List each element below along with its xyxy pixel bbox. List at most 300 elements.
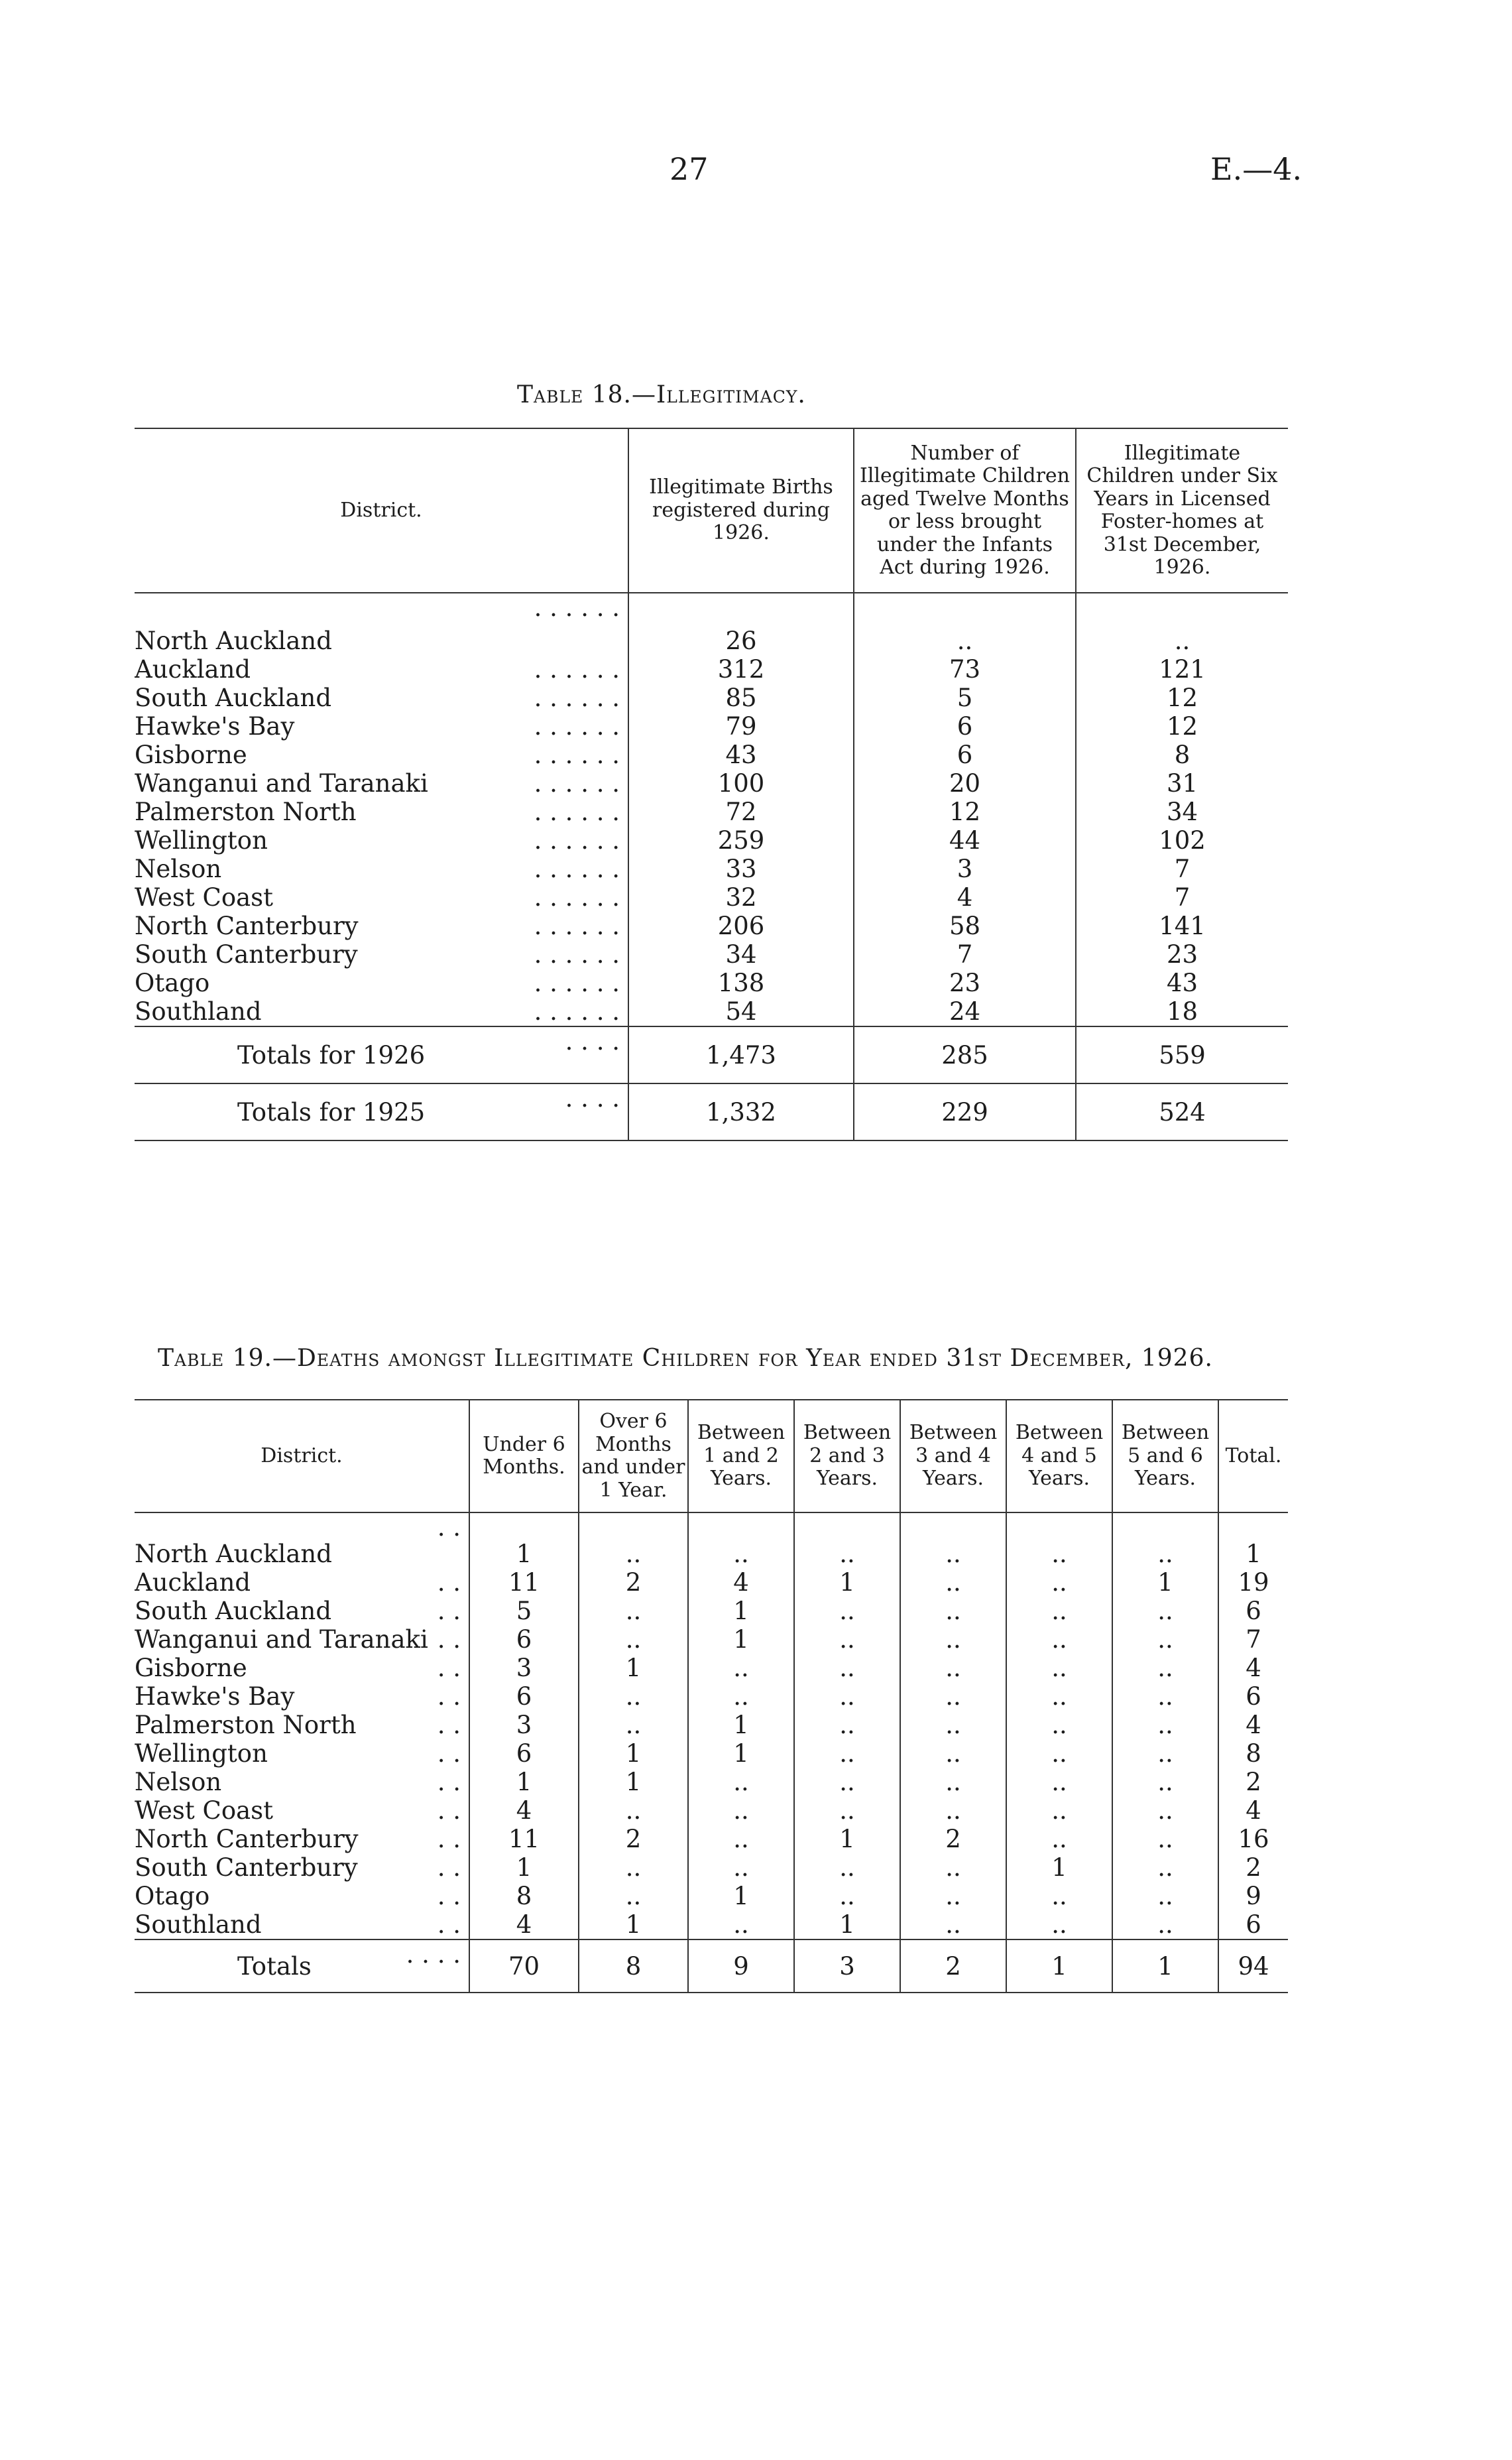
6-to-12-months-cell: 1 <box>579 1654 688 1682</box>
district-cell <box>135 1568 469 1597</box>
foster-homes-cell: 141 <box>1076 912 1288 940</box>
2-to-3-years-cell: 1 <box>794 1568 900 1597</box>
table19-header-2-to-3-years: Between 2 and 3 Years. <box>794 1400 900 1512</box>
infants-act-cell: 24 <box>854 997 1076 1026</box>
infants-act-cell: 3 <box>854 855 1076 883</box>
leader-dots: . . <box>437 1597 461 1625</box>
table19-row <box>135 1910 1288 1939</box>
district-name: Palmerston North <box>135 1711 357 1739</box>
3-to-4-years-cell: 2 <box>900 1825 1006 1853</box>
table18-row <box>135 769 1288 798</box>
table18-row <box>135 741 1288 769</box>
district-name: Southland <box>135 997 262 1026</box>
table19-row <box>135 1853 1288 1882</box>
district-cell <box>135 1739 469 1768</box>
leader-dots: . . . . . . <box>534 997 620 1026</box>
table19-header-total: Total. <box>1218 1400 1288 1512</box>
births-cell: 43 <box>628 741 854 769</box>
births-cell: 312 <box>628 655 854 684</box>
leader-dots: . . . . . . <box>534 969 620 997</box>
district-name: North Canterbury <box>135 912 359 940</box>
table19-row <box>135 1711 1288 1739</box>
leader-dots: . . . . . . <box>534 940 620 969</box>
6-to-12-months-cell: 2 <box>579 1568 688 1597</box>
district-cell <box>135 912 628 940</box>
4-to-5-years-cell: .. <box>1006 1625 1112 1654</box>
3-to-4-years-cell: .. <box>900 1512 1006 1568</box>
table18-row <box>135 912 1288 940</box>
5-to-6-years-cell: 1 <box>1112 1568 1218 1597</box>
1-to-2-years-cell: .. <box>688 1512 794 1568</box>
foster-homes-cell: 121 <box>1076 655 1288 684</box>
4-to-5-years-cell: 1 <box>1006 1853 1112 1882</box>
5-to-6-years-cell: .. <box>1112 1910 1218 1939</box>
4-to-5-years-cell: .. <box>1006 1711 1112 1739</box>
district-name: Otago <box>135 969 210 997</box>
births-cell: 34 <box>628 940 854 969</box>
foster-homes-cell: 8 <box>1076 741 1288 769</box>
table18-totals-row <box>135 1026 1288 1083</box>
under-6-months-cell: 3 <box>469 1654 579 1682</box>
foster-homes-cell: 7 <box>1076 883 1288 912</box>
6-to-12-months-cell: 1 <box>579 1739 688 1768</box>
totals-label: Totals <box>237 1951 312 1981</box>
district-cell <box>135 1512 469 1568</box>
under-6-months-cell: 1 <box>469 1768 579 1796</box>
leader-dots: . . . . . . <box>534 912 620 940</box>
births-cell: 138 <box>628 969 854 997</box>
table19-row <box>135 1625 1288 1654</box>
district-cell <box>135 1597 469 1625</box>
3-to-4-years-cell: .. <box>900 1711 1006 1739</box>
infants-act-cell: 5 <box>854 684 1076 712</box>
table18-header-row <box>135 428 1288 593</box>
district-name: Hawke's Bay <box>135 1682 295 1711</box>
births-cell: 259 <box>628 826 854 855</box>
leader-dots: . . . . . . <box>534 769 620 798</box>
2-to-3-years-cell: .. <box>794 1512 900 1568</box>
table18-title-prefix: Table 18. <box>517 381 632 408</box>
total-cell: 4 <box>1218 1796 1288 1825</box>
3-to-4-years-cell: .. <box>900 1654 1006 1682</box>
under-6-months-cell: 4 <box>469 1796 579 1825</box>
district-cell <box>135 855 628 883</box>
5-to-6-years-total-cell: 1 <box>1112 1939 1218 1993</box>
district-name: Gisborne <box>135 1654 247 1682</box>
table18-illegitimacy <box>135 428 1288 1141</box>
6-to-12-months-cell: .. <box>579 1597 688 1625</box>
leader-dots: . . . . <box>565 1027 620 1056</box>
total-cell: 4 <box>1218 1654 1288 1682</box>
4-to-5-years-cell: .. <box>1006 1568 1112 1597</box>
births-cell: 33 <box>628 855 854 883</box>
table19-row <box>135 1796 1288 1825</box>
table18-title-name: Illegitimacy. <box>656 381 806 408</box>
3-to-4-years-cell: .. <box>900 1882 1006 1910</box>
table19-header-4-to-5-years: Between 4 and 5 Years. <box>1006 1400 1112 1512</box>
district-name: Nelson <box>135 1768 222 1796</box>
3-to-4-years-cell: .. <box>900 1625 1006 1654</box>
under-6-months-cell: 11 <box>469 1568 579 1597</box>
leader-dots: . . <box>437 1711 461 1739</box>
2-to-3-years-cell: .. <box>794 1768 900 1796</box>
district-name: Wanganui and Taranaki <box>135 1625 428 1654</box>
table19-row <box>135 1654 1288 1682</box>
total-cell: 2 <box>1218 1768 1288 1796</box>
table18-header-infants-act: Number of Illegitimate Children aged Twelve Months or less brought under the Infants Act during 1926. <box>854 428 1076 593</box>
foster-homes-cell: .. <box>1076 593 1288 655</box>
table18-row <box>135 684 1288 712</box>
table19-title-name: Deaths amongst Illegitimate Children for Year ended 31st December, 1926. <box>296 1345 1213 1372</box>
under-6-months-cell: 3 <box>469 1711 579 1739</box>
5-to-6-years-cell: .. <box>1112 1512 1218 1568</box>
district-cell <box>135 1654 469 1682</box>
foster-homes-cell: 43 <box>1076 969 1288 997</box>
under-6-months-cell: 6 <box>469 1739 579 1768</box>
1-to-2-years-cell: .. <box>688 1654 794 1682</box>
table19-row <box>135 1825 1288 1853</box>
5-to-6-years-cell: .. <box>1112 1796 1218 1825</box>
table18-row <box>135 593 1288 655</box>
district-cell <box>135 1825 469 1853</box>
births-cell: 26 <box>628 593 854 655</box>
district-name: South Auckland <box>135 1597 332 1625</box>
table19-row <box>135 1597 1288 1625</box>
table18-row <box>135 826 1288 855</box>
table18-header-district: District. <box>135 428 628 593</box>
5-to-6-years-cell: .. <box>1112 1739 1218 1768</box>
table18-header-births: Illegitimate Births registered during 1926. <box>628 428 854 593</box>
district-name: Auckland <box>135 1568 251 1597</box>
totals-label-cell <box>135 1939 469 1993</box>
4-to-5-years-cell: .. <box>1006 1825 1112 1853</box>
leader-dots: . . . . . . <box>534 855 620 883</box>
leader-dots: . . <box>437 1825 461 1853</box>
1-to-2-years-cell: .. <box>688 1853 794 1882</box>
infants-act-cell: 12 <box>854 798 1076 826</box>
3-to-4-years-cell: .. <box>900 1910 1006 1939</box>
births-cell: 32 <box>628 883 854 912</box>
table18-row <box>135 883 1288 912</box>
total-total-cell: 94 <box>1218 1939 1288 1993</box>
6-to-12-months-cell: .. <box>579 1682 688 1711</box>
total-cell: 7 <box>1218 1625 1288 1654</box>
births-cell: 79 <box>628 712 854 741</box>
births-cell: 85 <box>628 684 854 712</box>
district-name: Wanganui and Taranaki <box>135 769 428 798</box>
total-cell: 2 <box>1218 1853 1288 1882</box>
leader-dots: . . . . . . <box>534 684 620 712</box>
infants-act-cell: 73 <box>854 655 1076 684</box>
table18-totals-row <box>135 1083 1288 1140</box>
table19-row <box>135 1739 1288 1768</box>
leader-dots: . . <box>437 1739 461 1768</box>
district-name: West Coast <box>135 1796 274 1825</box>
2-to-3-years-cell: .. <box>794 1597 900 1625</box>
4-to-5-years-cell: .. <box>1006 1882 1112 1910</box>
infants-act-total-cell: 229 <box>854 1083 1076 1140</box>
under-6-months-cell: 6 <box>469 1625 579 1654</box>
district-cell <box>135 655 628 684</box>
table18-row <box>135 655 1288 684</box>
district-name: Gisborne <box>135 741 247 769</box>
table19-header-1-to-2-years: Between 1 and 2 Years. <box>688 1400 794 1512</box>
5-to-6-years-cell: .. <box>1112 1625 1218 1654</box>
5-to-6-years-cell: .. <box>1112 1882 1218 1910</box>
foster-homes-cell: 12 <box>1076 684 1288 712</box>
table19-header-3-to-4-years: Between 3 and 4 Years. <box>900 1400 1006 1512</box>
foster-homes-cell: 102 <box>1076 826 1288 855</box>
total-cell: 16 <box>1218 1825 1288 1853</box>
infants-act-cell: 58 <box>854 912 1076 940</box>
table18-row <box>135 798 1288 826</box>
3-to-4-years-cell: .. <box>900 1597 1006 1625</box>
district-cell <box>135 593 628 655</box>
4-to-5-years-cell: .. <box>1006 1597 1112 1625</box>
infants-act-cell: 7 <box>854 940 1076 969</box>
infants-act-cell: 6 <box>854 712 1076 741</box>
leader-dots: . . . . . . <box>534 655 620 684</box>
district-name: North Canterbury <box>135 1825 359 1853</box>
table19-deaths <box>135 1399 1288 1993</box>
under-6-months-cell: 6 <box>469 1682 579 1711</box>
table19-row <box>135 1682 1288 1711</box>
1-to-2-years-cell: 1 <box>688 1882 794 1910</box>
document-reference: E.—4. <box>1210 151 1303 187</box>
1-to-2-years-cell: .. <box>688 1825 794 1853</box>
5-to-6-years-cell: .. <box>1112 1654 1218 1682</box>
births-total-cell: 1,473 <box>628 1026 854 1083</box>
1-to-2-years-cell: 4 <box>688 1568 794 1597</box>
table19-row <box>135 1568 1288 1597</box>
total-cell: 6 <box>1218 1682 1288 1711</box>
6-to-12-months-cell: 1 <box>579 1768 688 1796</box>
6-to-12-months-cell: .. <box>579 1882 688 1910</box>
3-to-4-years-cell: .. <box>900 1568 1006 1597</box>
under-6-months-total-cell: 70 <box>469 1939 579 1993</box>
2-to-3-years-total-cell: 3 <box>794 1939 900 1993</box>
district-name: Otago <box>135 1882 210 1910</box>
table19-header-row <box>135 1400 1288 1512</box>
leader-dots: . . . . . . <box>534 826 620 855</box>
1-to-2-years-cell: 1 <box>688 1597 794 1625</box>
table19-header-6-to-12-months: Over 6 Months and under 1 Year. <box>579 1400 688 1512</box>
leader-dots: . . <box>437 1910 461 1939</box>
foster-homes-cell: 18 <box>1076 997 1288 1026</box>
table19-title-prefix: Table 19. <box>158 1345 272 1372</box>
table18-header-foster-homes: Illegitimate Children under Six Years in Licensed Foster-homes at 31st December, 1926. <box>1076 428 1288 593</box>
district-cell <box>135 1711 469 1739</box>
table19-header-5-to-6-years: Between 5 and 6 Years. <box>1112 1400 1218 1512</box>
3-to-4-years-cell: .. <box>900 1796 1006 1825</box>
table19-header-district: District. <box>135 1400 469 1512</box>
totals-label-cell <box>135 1083 628 1140</box>
leader-dots: . . . . . . <box>534 798 620 826</box>
table19-body <box>135 1512 1288 1993</box>
district-cell <box>135 940 628 969</box>
1-to-2-years-cell: .. <box>688 1796 794 1825</box>
district-cell <box>135 769 628 798</box>
under-6-months-cell: 8 <box>469 1882 579 1910</box>
infants-act-cell: 6 <box>854 741 1076 769</box>
5-to-6-years-cell: .. <box>1112 1597 1218 1625</box>
6-to-12-months-cell: 2 <box>579 1825 688 1853</box>
district-cell <box>135 1682 469 1711</box>
district-cell <box>135 1882 469 1910</box>
leader-dots: . . <box>437 1568 461 1597</box>
2-to-3-years-cell: .. <box>794 1711 900 1739</box>
4-to-5-years-cell: .. <box>1006 1739 1112 1768</box>
foster-homes-total-cell: 559 <box>1076 1026 1288 1083</box>
infants-act-cell: 4 <box>854 883 1076 912</box>
district-cell <box>135 1796 469 1825</box>
district-cell <box>135 826 628 855</box>
4-to-5-years-cell: .. <box>1006 1512 1112 1568</box>
under-6-months-cell: 5 <box>469 1597 579 1625</box>
4-to-5-years-cell: .. <box>1006 1910 1112 1939</box>
leader-dots: . . . . . . <box>534 712 620 741</box>
district-name: Southland <box>135 1910 262 1939</box>
births-total-cell: 1,332 <box>628 1083 854 1140</box>
3-to-4-years-cell: .. <box>900 1739 1006 1768</box>
district-cell <box>135 1910 469 1939</box>
1-to-2-years-cell: 1 <box>688 1625 794 1654</box>
table19-title-dash: — <box>272 1345 297 1372</box>
infants-act-cell: 20 <box>854 769 1076 798</box>
table18-row <box>135 855 1288 883</box>
5-to-6-years-cell: .. <box>1112 1768 1218 1796</box>
table19-row <box>135 1512 1288 1568</box>
district-name: Wellington <box>135 1739 268 1768</box>
births-cell: 100 <box>628 769 854 798</box>
2-to-3-years-cell: 1 <box>794 1825 900 1853</box>
totals-label: Totals for 1926 <box>237 1040 426 1070</box>
table18-row <box>135 969 1288 997</box>
district-name: North Auckland <box>135 627 332 655</box>
1-to-2-years-cell: 1 <box>688 1739 794 1768</box>
table19-row <box>135 1768 1288 1796</box>
1-to-2-years-cell: 1 <box>688 1711 794 1739</box>
leader-dots: . . . . <box>406 1940 461 1969</box>
3-to-4-years-cell: .. <box>900 1853 1006 1882</box>
infants-act-cell: 44 <box>854 826 1076 855</box>
5-to-6-years-cell: .. <box>1112 1711 1218 1739</box>
2-to-3-years-cell: .. <box>794 1625 900 1654</box>
6-to-12-months-cell: .. <box>579 1796 688 1825</box>
district-name: Auckland <box>135 655 251 684</box>
foster-homes-cell: 34 <box>1076 798 1288 826</box>
table19-totals-row <box>135 1939 1288 1993</box>
totals-label-cell <box>135 1026 628 1083</box>
district-cell <box>135 883 628 912</box>
1-to-2-years-cell: .. <box>688 1910 794 1939</box>
2-to-3-years-cell: .. <box>794 1682 900 1711</box>
leader-dots: . . . . . . <box>534 741 620 769</box>
leader-dots: . . . . . . <box>534 883 620 912</box>
2-to-3-years-cell: .. <box>794 1796 900 1825</box>
6-to-12-months-cell: .. <box>579 1853 688 1882</box>
table19-row <box>135 1882 1288 1910</box>
leader-dots: . . <box>437 1625 461 1654</box>
foster-homes-cell: 12 <box>1076 712 1288 741</box>
foster-homes-cell: 23 <box>1076 940 1288 969</box>
4-to-5-years-cell: .. <box>1006 1768 1112 1796</box>
total-cell: 6 <box>1218 1910 1288 1939</box>
district-name: West Coast <box>135 883 274 912</box>
6-to-12-months-cell: .. <box>579 1512 688 1568</box>
6-to-12-months-cell: 1 <box>579 1910 688 1939</box>
foster-homes-total-cell: 524 <box>1076 1083 1288 1140</box>
district-cell <box>135 1853 469 1882</box>
table18-body <box>135 593 1288 1140</box>
total-cell: 9 <box>1218 1882 1288 1910</box>
district-cell <box>135 1768 469 1796</box>
table18-row <box>135 712 1288 741</box>
district-name: Hawke's Bay <box>135 712 295 741</box>
2-to-3-years-cell: .. <box>794 1654 900 1682</box>
page-number: 27 <box>669 151 709 187</box>
under-6-months-cell: 1 <box>469 1512 579 1568</box>
table18-title-dash: — <box>631 381 656 408</box>
district-name: Palmerston North <box>135 798 357 826</box>
6-to-12-months-cell: .. <box>579 1625 688 1654</box>
district-cell <box>135 1625 469 1654</box>
births-cell: 54 <box>628 997 854 1026</box>
5-to-6-years-cell: .. <box>1112 1853 1218 1882</box>
district-cell <box>135 997 628 1026</box>
leader-dots: . . <box>437 1654 461 1682</box>
district-cell <box>135 684 628 712</box>
table18-title <box>517 381 806 408</box>
1-to-2-years-cell: .. <box>688 1682 794 1711</box>
foster-homes-cell: 7 <box>1076 855 1288 883</box>
total-cell: 19 <box>1218 1568 1288 1597</box>
3-to-4-years-cell: .. <box>900 1682 1006 1711</box>
foster-homes-cell: 31 <box>1076 769 1288 798</box>
district-cell <box>135 712 628 741</box>
table18-row <box>135 997 1288 1026</box>
table19-title <box>158 1345 1213 1372</box>
infants-act-cell: .. <box>854 593 1076 655</box>
leader-dots: . . . . . . <box>534 593 620 622</box>
district-name: Wellington <box>135 826 268 855</box>
under-6-months-cell: 4 <box>469 1910 579 1939</box>
district-cell <box>135 741 628 769</box>
2-to-3-years-cell: .. <box>794 1882 900 1910</box>
under-6-months-cell: 1 <box>469 1853 579 1882</box>
leader-dots: . . <box>437 1853 461 1882</box>
4-to-5-years-cell: .. <box>1006 1654 1112 1682</box>
1-to-2-years-total-cell: 9 <box>688 1939 794 1993</box>
3-to-4-years-total-cell: 2 <box>900 1939 1006 1993</box>
district-name: Nelson <box>135 855 222 883</box>
leader-dots: . . <box>437 1796 461 1825</box>
leader-dots: . . <box>437 1513 461 1542</box>
births-cell: 72 <box>628 798 854 826</box>
district-cell <box>135 798 628 826</box>
total-cell: 6 <box>1218 1597 1288 1625</box>
total-cell: 1 <box>1218 1512 1288 1568</box>
4-to-5-years-cell: .. <box>1006 1796 1112 1825</box>
table19-header-under-6-months: Under 6 Months. <box>469 1400 579 1512</box>
district-cell <box>135 969 628 997</box>
leader-dots: . . <box>437 1682 461 1711</box>
5-to-6-years-cell: .. <box>1112 1682 1218 1711</box>
total-cell: 4 <box>1218 1711 1288 1739</box>
6-to-12-months-total-cell: 8 <box>579 1939 688 1993</box>
2-to-3-years-cell: .. <box>794 1739 900 1768</box>
births-cell: 206 <box>628 912 854 940</box>
